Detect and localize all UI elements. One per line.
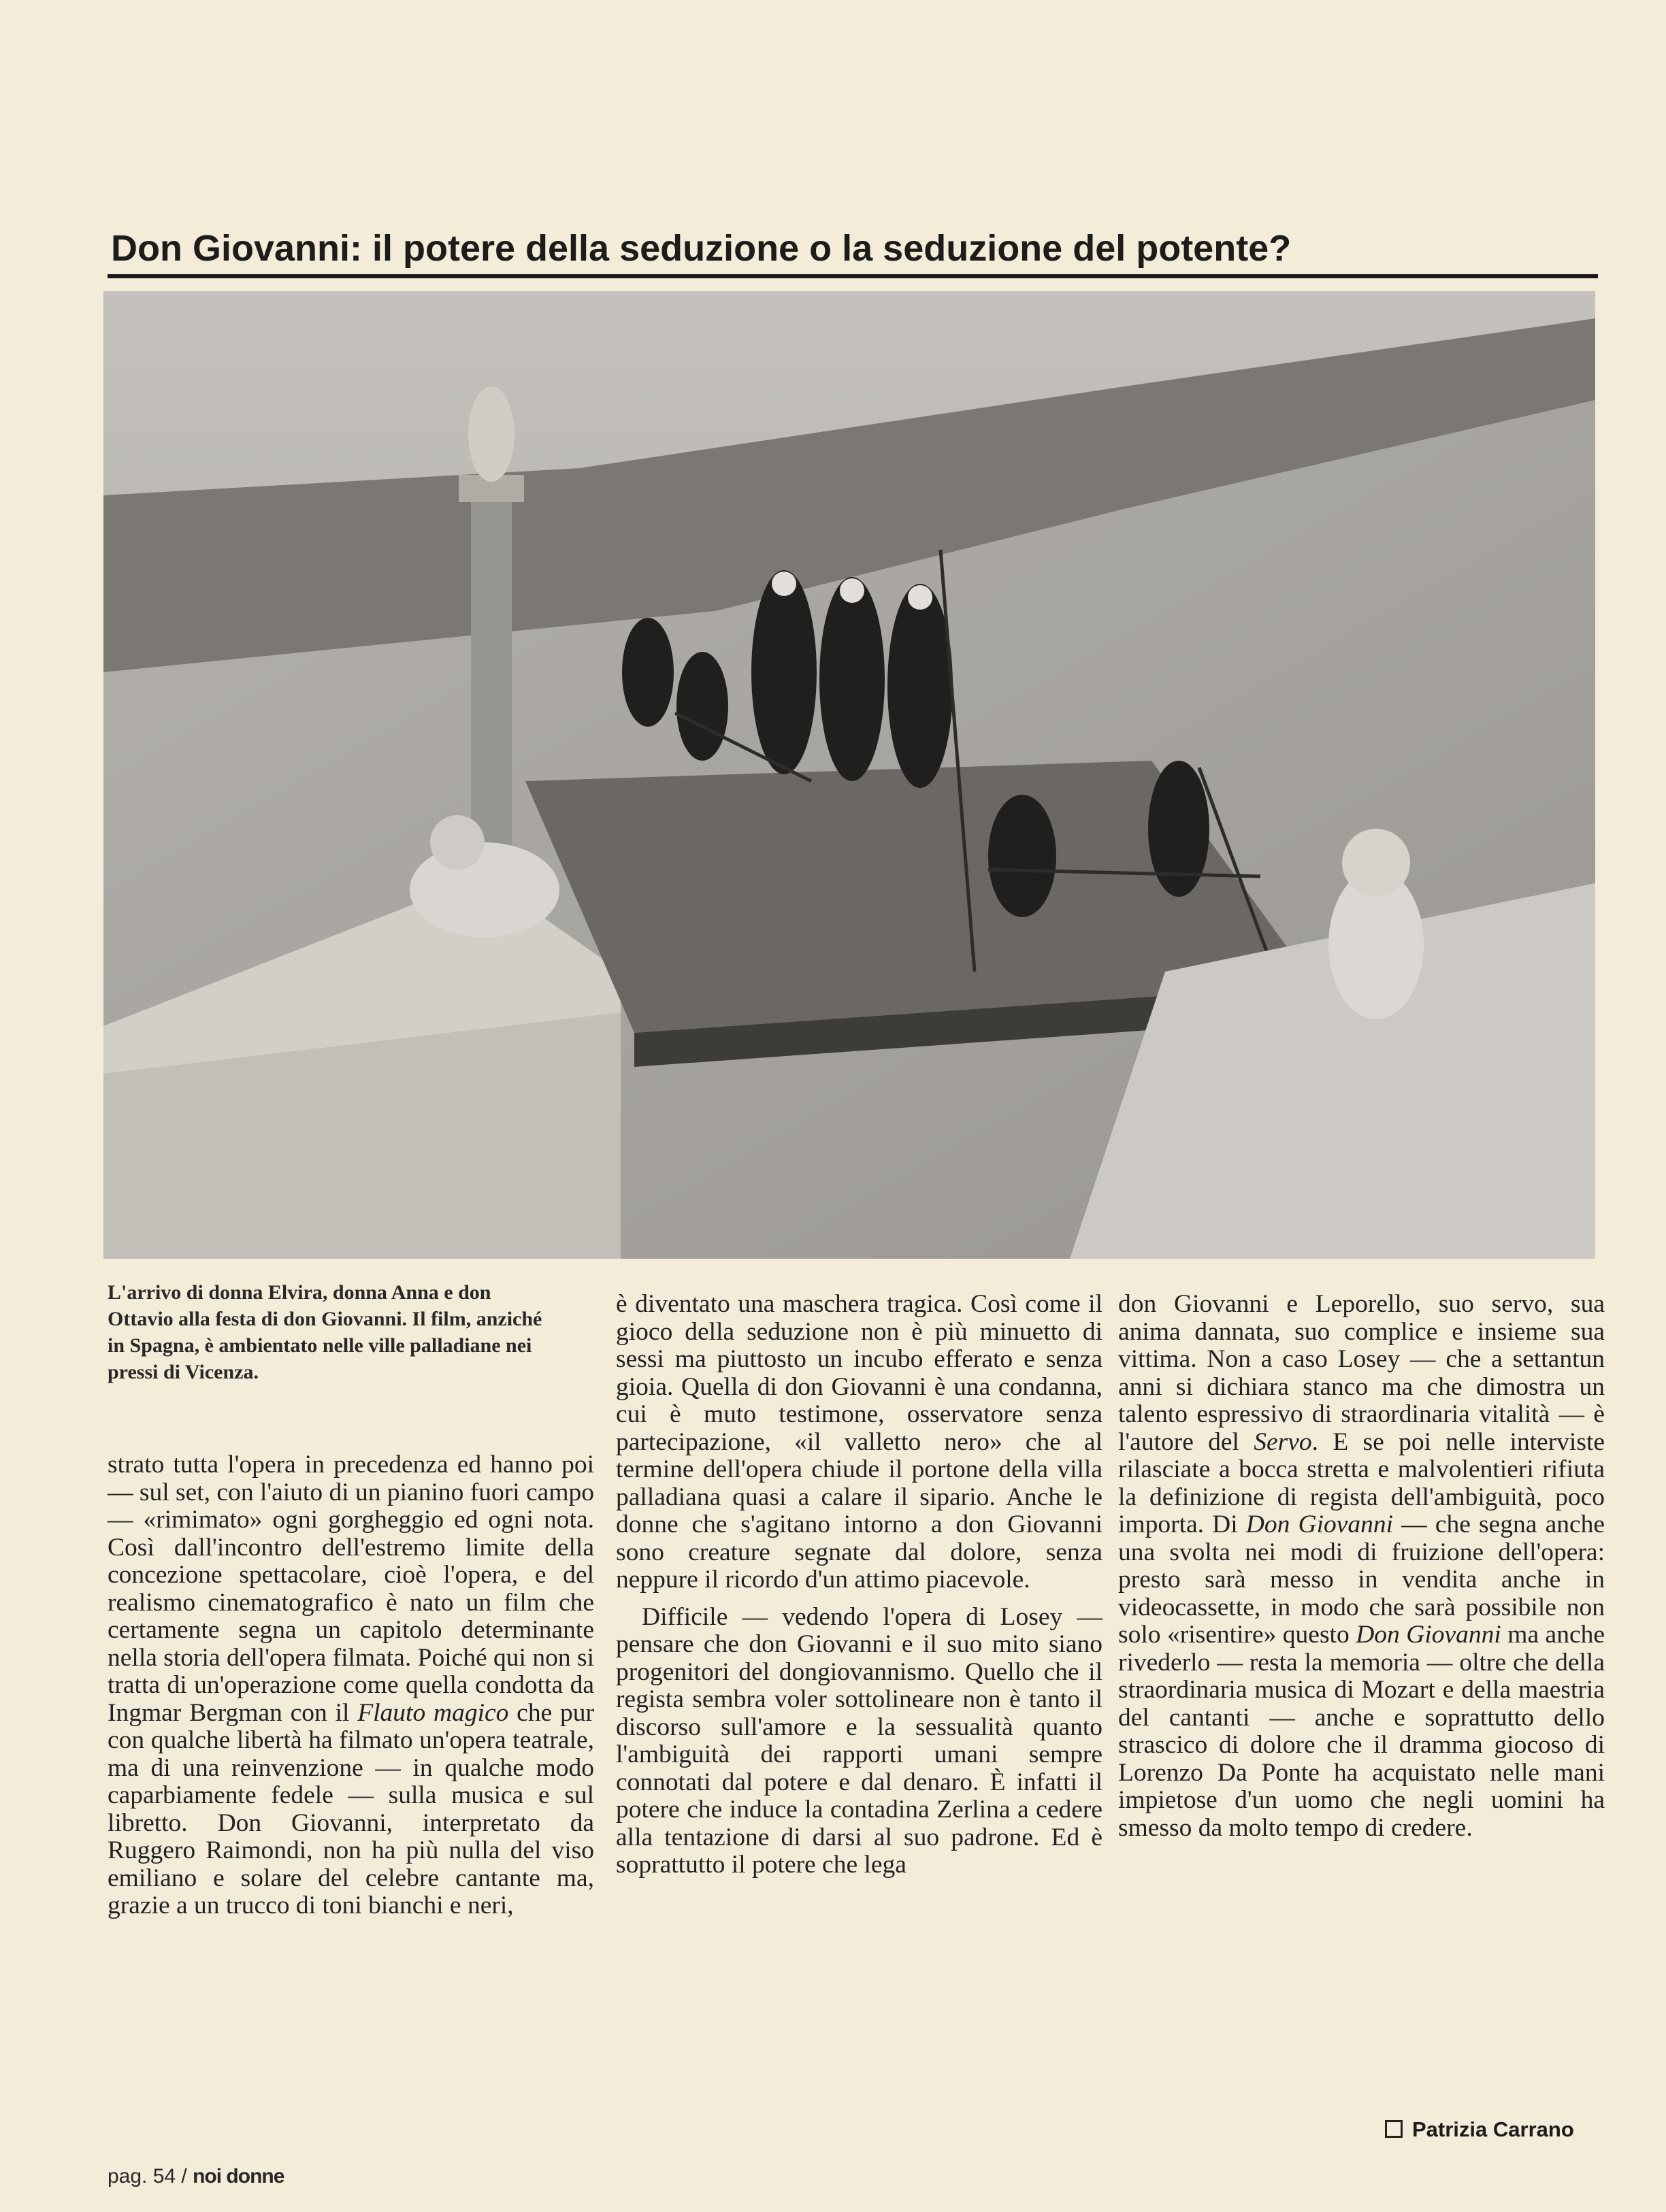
- page-number: pag. 54 /: [108, 2165, 187, 2188]
- author-name: Patrizia Carrano: [1412, 2117, 1574, 2141]
- photo-caption: L'arrivo di donna Elvira, donna Anna e don Ottavio alla festa di don Giovanni. Il film, anziché in Spagna, è ambientato nelle ville palladiane nei pressi di Vicenza.: [108, 1281, 542, 1383]
- headline-rule: [108, 274, 1598, 278]
- paragraph: è diventato una maschera tragica. Così come il gioco della seduzione non è più minuetto di sessi ma piuttosto un incubo efferato e senza gioia. Quella di don Giovanni è una condanna, cui è muto testimone, osservatore senza partecipazione, «il valletto nero» che al termine dell'opera chiude il portone della villa palladiana quasi a calare il sipario. Anche le donne che s'agitano intorno a don Giovanni sono creature segnate dal dolore, senza neppure il ricordo d'un attimo piacevole.: [616, 1290, 1102, 1594]
- page-footer: [108, 2165, 284, 2188]
- article-headline: Don Giovanni: il potere della seduzione o la seduzione del potente?: [111, 228, 1292, 269]
- paragraph: strato tutta l'opera in precedenza ed hanno poi — sul set, con l'aiuto di un pianino fuori campo — «rimimato» ogni gorgheggio ed ogni nota. Così dall'incontro dell'estremo limite della concezione spettacolare, cioè l'opera, e del realismo cinematografico è nato un film che certamente segna un capitolo determinante nella storia dell'opera filmata. Poiché qui non si tratta di un'operazione come quella condotta da Ingmar Bergman con il Flauto magico che pur con qualche libertà ha filmato un'opera teatrale, ma di una reinvenzione — in qualche modo caparbiamente fedele — sulla musica e sul libretto. Don Giovanni, interpretato da Ruggero Raimondi, non ha più nulla del viso emiliano e solare del celebre cantante ma, grazie a un trucco di toni bianchi e neri,: [108, 1451, 594, 1919]
- paragraph: Difficile — vedendo l'opera di Losey — pensare che don Giovanni e il suo mito siano progenitori del dongiovannismo. Quello che il regista sembra voler sottolineare non è tanto il discorso sull'amore e la sessualità quanto l'ambiguità dei rapporti umani sempre connotati dal potere e dal denaro. È infatti il potere che induce la contadina Zerlina a cedere alla tentazione di darsi al suo padrone. Ed è soprattutto il potere che lega: [616, 1602, 1102, 1879]
- article-column-3: [1118, 1291, 1605, 1842]
- article-column-2: [616, 1291, 1102, 1879]
- end-mark-box-icon: [1385, 2120, 1403, 2138]
- article-column-1: [108, 1451, 594, 1920]
- author-byline: [1385, 2117, 1574, 2142]
- paragraph: don Giovanni e Leporello, suo servo, sua anima dannata, suo complice e insieme sua vittima. Non a caso Losey — che a settantun anni si dichiara stanco ma che dimostra un talento espressivo di straordinaria vitalità — è l'autore del Servo. E se poi nelle interviste rilasciate a bocca stretta e malvolentieri rifiuta la definizione di regista dell'ambiguità, poco importa. Di Don Giovanni — che segna anche una svolta nei modi di fruizione dell'opera: presto sarà messo in vendita anche in videocassette, in modo che sarà possibile non solo «risentire» questo Don Giovanni ma anche rivederlo — resta la memoria — oltre che della straordinaria musica di Mozart e della maestria del cantanti — anche e soprattutto dello strascico di dolore che il dramma giocoso di Lorenzo Da Ponte ha acquistato nelle mani impietose d'un uomo che negli uomini ha smesso da molto tempo di credere.: [1118, 1290, 1605, 1842]
- film-still-photo: [103, 291, 1595, 1259]
- magazine-name: noi donne: [193, 2165, 284, 2188]
